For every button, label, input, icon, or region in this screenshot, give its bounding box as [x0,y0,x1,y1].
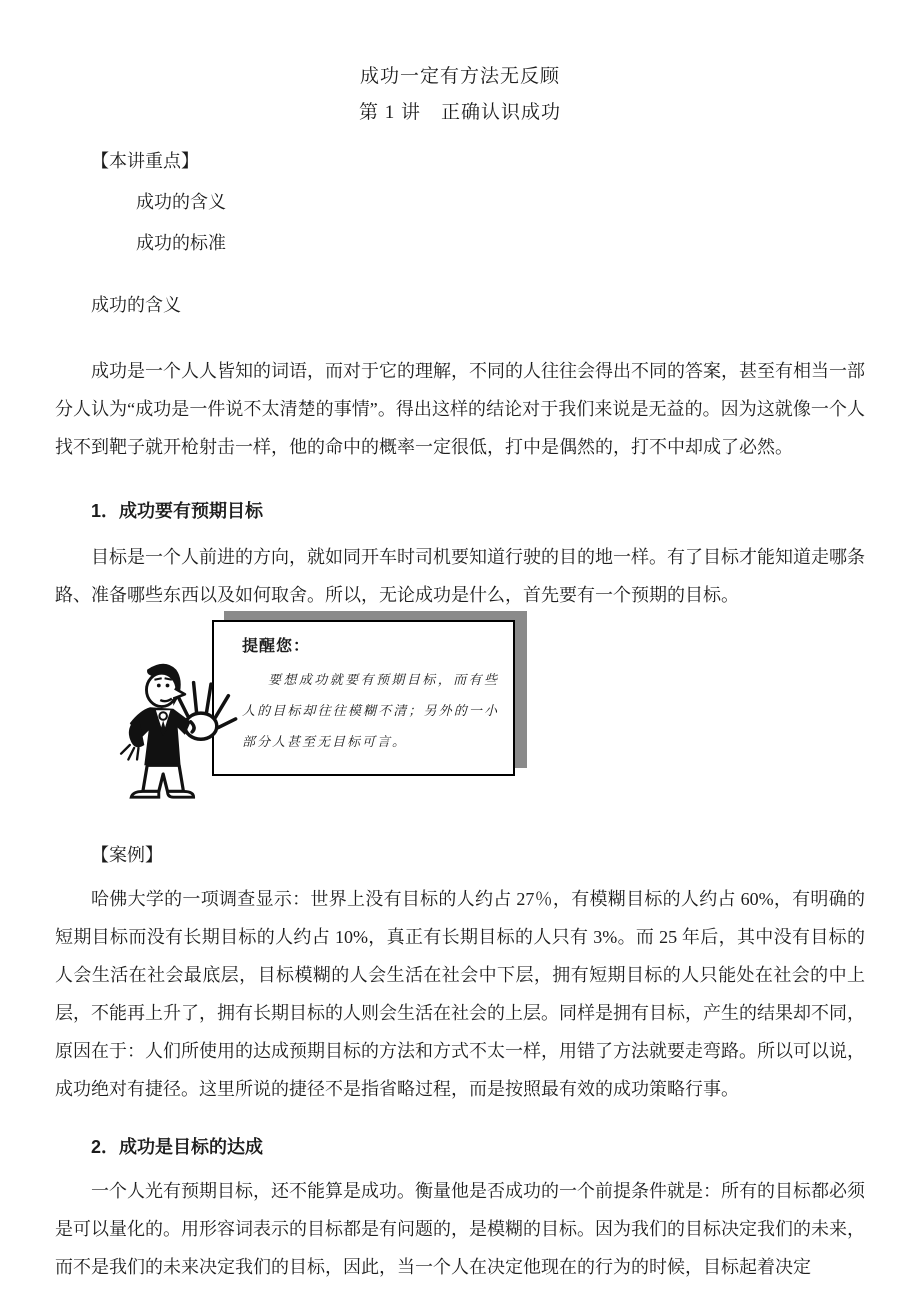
page-title: 成功一定有方法无反顾 [359,66,560,87]
key-point-item-2: 成功的标准 [136,233,226,253]
key-point-item-1: 成功的含义 [136,192,226,212]
key-points-label: 【本讲重点】 [91,151,199,171]
intro-paragraph: 成功是一个人人皆知的词语，而对于它的理解，不同的人往往会得出不同的答案，甚至有相当一部分人认为“成功是一件说不太清楚的事情”。得出这样的结论对于我们来说是无益的。因为这就像一个人找不到靶子就开枪射击一样，他的命中的概率一定很低，打中是偶然的，打不中却成了必然。 [55,361,865,457]
numbered-heading-1: 1．成功要有预期目标 [91,501,264,521]
sub2-paragraph: 一个人光有预期目标，还不能算是成功。衡量他是否成功的一个前提条件就是：所有的目标都必须是可以量化的。用形容词表示的目标都是有问题的，是模糊的目标。因为我们的目标决定我们的未来，而不是我们的未来决定我们的目标，因此，当一个人在决定他现在的行为的时候，目标起着决定 [55,1181,865,1277]
reminder-text: 要想成功就要有预期目标，而有些人的目标却往往模糊不清；另外的一小部分人甚至无目标可言。 [242,672,499,749]
lecture-subtitle: 第 1 讲 正确认识成功 [358,102,561,123]
section-heading-success-meaning: 成功的含义 [91,295,181,315]
sub1-paragraph: 目标是一个人前进的方向，就如同开车时司机要知道行驶的目的地一样。有了目标才能知道走哪条路、准备哪些东西以及如何取舍。所以，无论成功是什么，首先要有一个预期的目标。 [55,547,865,605]
case-paragraph: 哈佛大学的一项调查显示：世界上没有目标的人约占 27％，有模糊目标的人约占 60%，有明确的短期目标而没有长期目标的人约占 10%，真正有长期目标的人只有 3%。而 25 年后，其中没有目标的人会生活在社会最底层，目标模糊的人会生活在社会中下层，拥有短期目标的人只能处在社会的中上层，不能再上升了，拥有长期目标的人则会生活在社会的上层。同样是拥有目标，产生的结果却不同，原因在于：人们所使用的达成预期目标的方法和方式不太一样，用错了方法就要走弯路。所以可以说，成功绝对有捷径。这里所说的捷径不是指省略过程，而是按照最有效的成功策略行事。 [55,889,865,1099]
cartoon-man-illustration [95,658,240,803]
numbered-heading-2: 2．成功是目标的达成 [91,1137,264,1157]
reminder-callout [55,614,865,814]
reminder-title: 提醒您： [242,638,311,655]
case-label: 【案例】 [91,845,163,865]
reminder-box [212,620,515,776]
